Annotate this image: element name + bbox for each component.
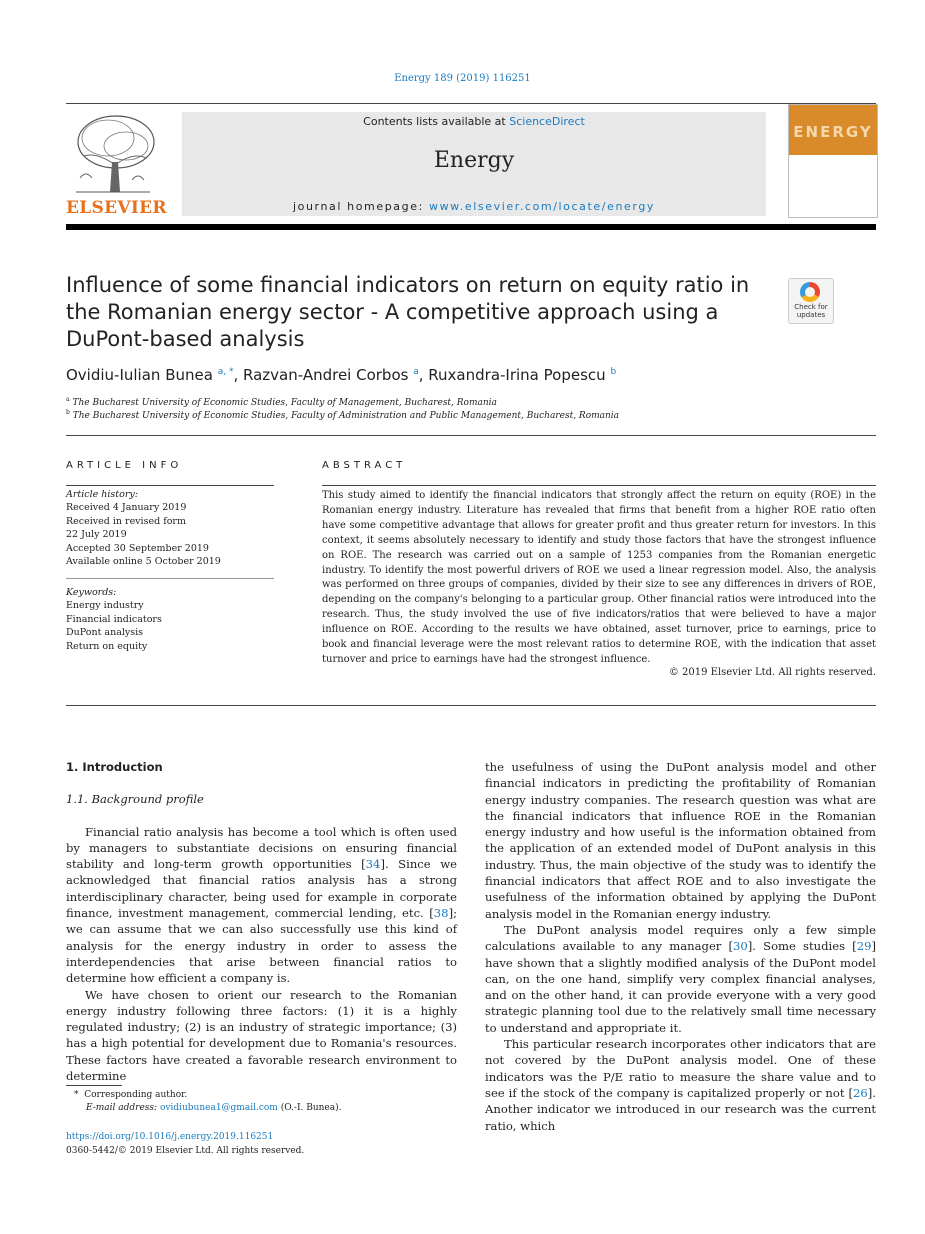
article-info-rule — [66, 485, 274, 486]
keywords-label: Keywords: — [66, 587, 117, 598]
crossmark-icon-center — [805, 287, 815, 297]
footnote-rule — [66, 1085, 122, 1086]
citation-link[interactable]: 38 — [433, 906, 449, 921]
keyword[interactable]: DuPont analysis — [66, 627, 144, 639]
keyword[interactable]: Energy industry — [66, 600, 144, 612]
history-item: Received in revised form — [66, 515, 186, 527]
history-item: Accepted 30 September 2019 — [66, 542, 209, 554]
elsevier-wordmark: ELSEVIER — [66, 198, 167, 218]
section-rule — [66, 435, 876, 436]
affiliation-key: b — [66, 409, 70, 416]
body-paragraph — [485, 922, 876, 1036]
masthead-rule — [66, 224, 876, 230]
author-list: Ovidiu-Iulian Bunea $^{a, *}$, Razvan-Andrei Corbos $^a$, Ruxandra-Irina Popescu $^b$ — [66, 366, 617, 384]
author-name[interactable]: Ruxandra-Irina Popescu — [428, 366, 606, 384]
text-run: ]. Some studies [ — [747, 939, 857, 954]
text-run: ] have shown that a slightly modified analysis of the DuPont model can, on the one hand, simplify very complex financial analyses, and on the other hand, it can provide everyone with a very good strategic planning tool due to the relatively small time necessary to understand and appropriate it. — [485, 939, 876, 1035]
email-link[interactable]: ovidiubunea1@gmail.com — [159, 1103, 278, 1113]
article-title: Influence of some financial indicators on return on equity ratio in the Romanian energy sector - A competitive approach using a DuPont-based analysis — [66, 273, 750, 351]
issn-line: 0360-5442/© 2019 Elsevier Ltd. All rights reserved. — [66, 1146, 305, 1156]
section-heading: 1. Introduction — [66, 760, 163, 774]
article-info-heading: ARTICLE INFO — [66, 460, 183, 471]
email-owner: (O.-I. Bunea). — [277, 1103, 342, 1113]
journal-name: Energy — [433, 148, 515, 173]
history-label: Article history: — [66, 489, 138, 500]
keyword[interactable]: Return on equity — [66, 640, 148, 652]
homepage-prefix: journal homepage: — [292, 200, 429, 213]
abstract-heading: ABSTRACT — [322, 460, 407, 471]
citation-link[interactable]: 26 — [853, 1085, 868, 1100]
author-affiliation-mark[interactable]: b — [610, 367, 617, 377]
homepage-line — [182, 200, 766, 213]
citation-link[interactable]: 30 — [733, 939, 748, 954]
text-run: ]. Another indicator we introduced in our research was the current ratio, which — [485, 1085, 876, 1133]
corresponding-author-label: Corresponding author. — [84, 1090, 188, 1100]
body-paragraph: We have chosen to orient our research to the Romanian energy industry following three factors: (1) it is a highly regulated industry; (2) is an industry of strategic importance; (3) has a high potential for development due to Romania's resources. These factors have created a favorable research environment to determine — [66, 987, 457, 1084]
text-run: The DuPont analysis model requires only a few simple calculations available to any manager [ — [485, 922, 876, 954]
abstract-bottom-rule — [66, 705, 876, 706]
affiliation-key: a — [66, 396, 70, 403]
history-item: 22 July 2019 — [66, 529, 127, 541]
body-paragraph: the usefulness of using the DuPont analysis model and other financial indicators in predicting the profitability of Romanian energy industry companies. The research question was what are the financial indicators that influence ROE in the Romanian energy industry and how useful is the information obtained from the application of an extended model of DuPont analysis in this industry. Thus, the main objective of the study was to identify the financial indicators that affect ROE and to also investigate the usefulness of the information obtained by applying the DuPont analysis model in the Romanian energy industry. — [485, 760, 876, 921]
affiliation — [66, 396, 876, 408]
affiliation-text: The Bucharest University of Economic Studies, Faculty of Management, Bucharest, Romania — [72, 398, 497, 408]
elsevier-tree-icon — [66, 112, 160, 196]
check-for-updates-button[interactable] — [788, 278, 834, 324]
body-paragraph — [485, 1036, 876, 1134]
text-run: ]; we can assume that we can also successfully use this kind of analysis for the energy industry in order to assess the interdependencies that arise between financial ratios to determine how efficient a company is. — [66, 906, 457, 986]
corresponding-footnote — [74, 1089, 454, 1115]
doi-link[interactable]: https://doi.org/10.1016/j.energy.2019.116251 — [66, 1132, 274, 1142]
contents-prefix: Contents lists available at — [363, 115, 510, 128]
homepage-link[interactable]: www.elsevier.com/locate/energy — [428, 200, 656, 213]
keywords-rule — [66, 578, 274, 579]
article-history — [66, 488, 274, 568]
check-for-updates-label: Check for updates — [794, 303, 828, 319]
abstract-text: This study aimed to identify the financial indicators that strongly affect the return on equity (ROE) in the Romanian energy industry. Literature has revealed that firms that benefit from a higher ROE ratio often have some competitive advantage that allows for greater profit and thus greater return for investors. In this context, it seems absolutely necessary to identify and study those factors that have the strongest influence on ROE. The research was carried out on a sample of 1253 companies from the Romanian energetic industry. To identify the most powerful drivers of ROE we used a linear regression model. Also, the analysis was performed on three groups of companies, divided by their size to see any differences in drivers of ROE, depending on the company's belonging to a particular group. Other financial ratios were introduced into the research. Thus, the study involved the use of five indicators/ratios that were believed to have a major influence on ROE. According to the results we have obtained, asset turnover, price to earnings, price to book and financial leverage were the most relevant ratios to determine ROE, with the indication that asset turnover and price to earnings have had the strongest influence. — [322, 490, 876, 665]
cover-title: ENERGY — [793, 123, 873, 141]
journal-cover[interactable] — [788, 104, 878, 218]
abstract-rule — [322, 485, 876, 486]
body-left-column — [66, 759, 457, 1084]
abstract-copyright: © 2019 Elsevier Ltd. All rights reserved. — [668, 667, 876, 678]
body-paragraph — [66, 824, 457, 987]
sciencedirect-link[interactable]: ScienceDirect — [509, 115, 585, 128]
footnote-mark: * — [74, 1090, 79, 1100]
email-label: E-mail address: — [86, 1103, 160, 1113]
affiliation-text: The Bucharest University of Economic Studies, Faculty of Administration and Public Management, Bucharest, Romania — [72, 411, 620, 421]
header-rule — [66, 103, 876, 104]
journal-reference[interactable]: Energy 189 (2019) 116251 — [394, 73, 531, 84]
history-item: Available online 5 October 2019 — [66, 556, 221, 568]
keyword[interactable]: Financial indicators — [66, 613, 162, 625]
journal-banner — [182, 112, 766, 216]
body-right-column — [485, 759, 876, 1134]
text-run: This particular research incorporates other indicators that are not covered by the DuPont analysis model. One of these indicators was the P/E ratio to measure the share value and to see if the stock of the company is capitalized properly or not [ — [485, 1037, 876, 1100]
author-affiliation-mark[interactable]: a, * — [217, 367, 234, 377]
publisher-logo[interactable] — [66, 112, 167, 218]
affiliation — [66, 409, 876, 421]
author-name[interactable]: Razvan-Andrei Corbos — [243, 366, 409, 384]
author-affiliation-mark[interactable]: a — [413, 367, 419, 377]
citation-link[interactable]: 29 — [856, 939, 872, 954]
keywords — [66, 586, 274, 653]
text-run: ]. Since we acknowledged that financial ratios analysis has a strong interdisciplinary character, being used for example in corporate finance, investment management, commercial lending, etc. [ — [66, 857, 457, 921]
text-run: Financial ratio analysis has become a tool which is often used by managers to substantiate decisions on ensuring financial stability and long-term growth opportunities [ — [66, 824, 457, 872]
history-item: Received 4 January 2019 — [66, 502, 187, 514]
author-name[interactable]: Ovidiu-Iulian Bunea — [66, 366, 213, 384]
citation-link[interactable]: 34 — [365, 857, 381, 872]
contents-line — [182, 115, 766, 128]
subsection-heading: 1.1. Background profile — [66, 792, 204, 807]
